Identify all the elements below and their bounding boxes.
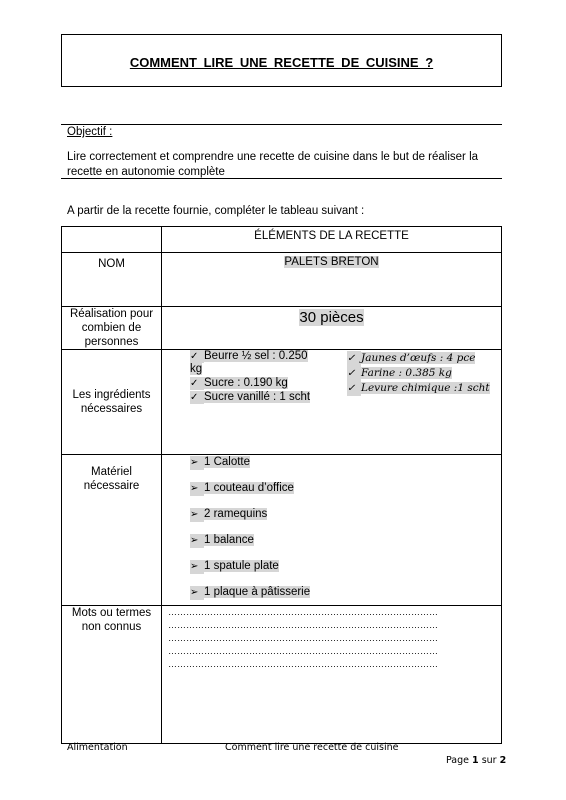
- check-icon: ✓: [190, 350, 204, 363]
- page-number: [446, 755, 506, 766]
- ingredients-left-list: [190, 350, 318, 404]
- materiel-item: [162, 455, 501, 481]
- ingredients-label: Les ingrédients nécessaires: [72, 389, 151, 415]
- ingredient-text: Sucre vanillé : 1 scht: [204, 391, 311, 403]
- divider-top: [61, 124, 502, 125]
- realisation-label-cell: [62, 307, 162, 350]
- title-box: [61, 34, 502, 87]
- realisation-value: 30 pièces: [299, 309, 364, 326]
- ingredient-item: [347, 366, 503, 381]
- nom-label: NOM: [98, 258, 125, 270]
- check-icon: ✓: [190, 377, 204, 390]
- arrow-bullet-icon: ➢: [190, 508, 204, 522]
- materiel-label-cell: [62, 455, 162, 606]
- footer-center: Comment lire une recette de cuisine: [225, 742, 399, 753]
- materiel-text: 1 spatule plate: [204, 560, 279, 572]
- mots-label: Mots ou termes non connus: [71, 607, 152, 633]
- ingredient-text: Levure chimique :1 scht: [361, 382, 490, 394]
- materiel-item: [162, 559, 501, 585]
- instruction-text: A partir de la recette fournie, compléter le tableau suivant :: [67, 205, 365, 217]
- divider-bottom: [61, 178, 502, 179]
- page-prefix: Page: [446, 755, 469, 766]
- materiel-item: [162, 481, 501, 507]
- dotted-line: ………………………………………………………………………………: [168, 659, 438, 669]
- header-label: ÉLÉMENTS DE LA RECETTE: [254, 230, 409, 242]
- objective-label: Objectif :: [67, 126, 113, 138]
- ingredient-text: Beurre ½ sel : 0.250 kg: [190, 350, 308, 375]
- objective-text: Lire correctement et comprendre une recette de cuisine dans le but de réaliser la recette en autonomie complète: [67, 151, 479, 178]
- arrow-bullet-icon: ➢: [190, 456, 204, 470]
- check-icon: ✓: [347, 351, 361, 366]
- ingredients-right-list: [347, 351, 503, 396]
- realisation-value-cell[interactable]: [162, 307, 502, 350]
- nom-label-cell: [62, 253, 162, 307]
- materiel-label: Matériel nécessaire: [83, 466, 140, 492]
- materiel-text: 2 ramequins: [204, 508, 268, 520]
- arrow-bullet-icon: ➢: [190, 560, 204, 574]
- ingredients-label-cell: [62, 350, 162, 455]
- ingredient-item: [347, 351, 503, 366]
- recipe-table: [61, 226, 502, 744]
- materiel-item: [162, 533, 501, 559]
- header-empty-cell: [62, 227, 162, 253]
- materiel-value-cell[interactable]: [162, 455, 502, 606]
- dotted-line: ………………………………………………………………………………: [168, 607, 438, 617]
- dotted-line: ………………………………………………………………………………: [168, 633, 438, 643]
- dotted-line: ………………………………………………………………………………: [168, 620, 438, 630]
- ingredient-item: [347, 381, 503, 396]
- header-cell: [162, 227, 502, 253]
- ingredients-value-cell[interactable]: [162, 350, 502, 455]
- ingredient-text: Jaunes d’œufs : 4 pce: [361, 352, 476, 364]
- materiel-text: 1 balance: [204, 534, 254, 546]
- ingredient-text: Sucre : 0.190 kg: [204, 377, 288, 389]
- materiel-text: 1 Calotte: [204, 456, 251, 468]
- ingredient-text: Farine : 0.385 kg: [361, 367, 452, 379]
- arrow-bullet-icon: ➢: [190, 534, 204, 548]
- ingredient-item: [190, 377, 318, 390]
- arrow-bullet-icon: ➢: [190, 586, 204, 600]
- footer-left: Alimentation: [67, 742, 128, 753]
- materiel-item: [162, 507, 501, 533]
- ingredient-item: [190, 350, 318, 376]
- realisation-label: Réalisation pour combien de personnes: [69, 308, 154, 348]
- ingredient-item: [190, 391, 318, 404]
- check-icon: ✓: [347, 366, 361, 381]
- materiel-text: 1 couteau d’office: [204, 482, 294, 494]
- dotted-line: ………………………………………………………………………………: [168, 646, 438, 656]
- nom-value-cell[interactable]: [162, 253, 502, 307]
- materiel-text: 1 plaque à pâtisserie: [204, 586, 311, 598]
- document-title: COMMENT LIRE UNE RECETTE DE CUISINE ?: [129, 55, 434, 70]
- arrow-bullet-icon: ➢: [190, 482, 204, 496]
- check-icon: ✓: [190, 391, 204, 404]
- mots-value-cell[interactable]: [162, 606, 502, 744]
- materiel-item: [162, 585, 501, 605]
- check-icon: ✓: [347, 381, 361, 396]
- page-mid: sur: [481, 755, 497, 766]
- page-current: 1: [472, 755, 479, 766]
- mots-label-cell: [62, 606, 162, 744]
- nom-value: PALETS BRETON: [284, 256, 379, 268]
- page-total: 2: [499, 755, 507, 766]
